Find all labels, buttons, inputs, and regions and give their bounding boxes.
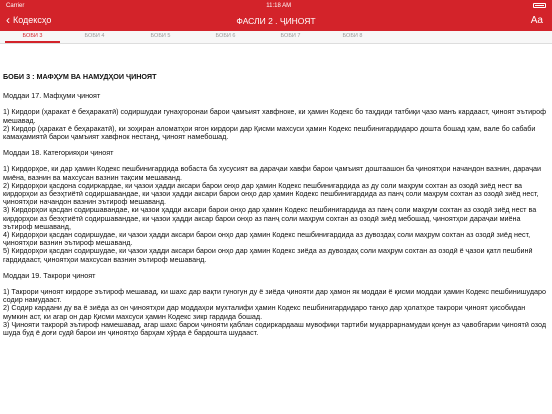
article-paragraph: 5) Кирдорҳои қасдан содиршудае, ки ҷазои ҳадди аксари барои онҳо дар ҳамин Кодекс зиёда аз дувоздаҳ соли маҳрум сохтан аз озодӣ ё ҷазои қатл пешбинӣ гардидааст, ҷиноятҳои махсусан вазнин эътироф мешаванд.	[3, 246, 533, 264]
chevron-left-icon: ‹	[6, 13, 10, 27]
chapter-content	[3, 73, 549, 337]
chapter-tab-bar	[0, 31, 552, 44]
tab-chapter-3[interactable]: БОБИ 3	[5, 31, 60, 43]
article-paragraph: 2) Кирдор (ҳаракат ё беҳаракатӣ), ки зоҳиран аломатҳои ягон кирдори дар Қисми махсуси ҳамин Кодекс пешбинигардидаро дошта бошад ҳам, вале бо сабаби камаҳамиятӣ барои ҷамъият хавфнок нестанд, ҷиноят намебошад.	[3, 123, 536, 142]
status-time: 11:18 AM	[266, 2, 292, 9]
status-right-group	[533, 3, 546, 8]
article-paragraph: 4) Кирдорҳои қасдан содиршудае, ки ҷазои ҳадди аксари барои онҳо дар ҳамин Кодекс пешбинигардида аз дувоздаҳ соли маҳрум сохтан аз озодӣ зиёд нест, ҷиноятҳои вазнин эътироф мешаванд.	[3, 230, 531, 248]
back-button-label: Кодексҳо	[13, 15, 52, 25]
status-bar	[0, 0, 552, 11]
tab-chapter-5[interactable]: БОБИ 5	[150, 33, 171, 39]
article-paragraph: 3) Ҷинояти такрорӣ эътироф намешавад, агар шахс барои ҷинояти қаблан содиркардааш мувофиқи тартиби муқаррарнамудаи қонун аз ҷавобгарии ҷиноятӣ озод шуда буд ё доғи судӣ барои ин ҷиноятҳо барҳам хӯрда ё бардошта шудааст.	[3, 319, 547, 338]
chapter-title: БОБИ 3 : МАФҲУМ ВА НАМУДҲОИ ҶИНОЯТ	[3, 72, 157, 81]
article-paragraph: 1) Кирдори (ҳаракат ё беҳаракатӣ) содиршудаи гунаҳгоронаи барои ҷамъият хавфноке, ки ҳамин Кодекс бо таҳдиди татбиқи ҷазо манъ кардааст, ҷиноят эътироф мешавад.	[3, 107, 547, 125]
tab-chapter-4[interactable]: БОБИ 4	[84, 33, 105, 39]
article-heading: Моддаи 18. Категорияҳои ҷиноят	[3, 148, 114, 158]
navigation-bar	[0, 11, 552, 31]
tab-chapter-7[interactable]: БОБИ 7	[280, 33, 301, 39]
carrier-label: Carrier	[6, 2, 25, 9]
battery-icon	[533, 3, 546, 8]
article-heading: Моддаи 19. Такрори ҷиноят	[3, 270, 96, 280]
tab-chapter-6[interactable]: БОБИ 6	[215, 33, 236, 39]
article-paragraph: 2) Содир кардани ду ва ё зиёда аз он ҷиноятҳои дар моддаҳои мухталифи ҳамин Кодекс пешбинигардидаро танҳо дар ҳолатҳое такрори ҷиноят ҳисобидан мумкин аст, ки агар он дар Қисми махсуси ҳамин Кодекс зикр гардида бошад.	[3, 303, 526, 321]
article-paragraph: 1) Такрори ҷиноят кирдоре эътироф мешавад, ки шахс дар вақти гуногун ду ё зиёда ҷинояти дар ҳамон як моддаи ё қисми моддаи ҳамин Кодекс пешбинишударо содир намудааст.	[3, 287, 547, 305]
article-paragraph: 2) Кирдорҳои қасдона содиркардае, ки ҷазои ҳадди аксари барои онҳо дар ҳамин Кодекс пешбинигардида аз ду соли маҳрум сохтан аз озодӣ зиёд нест ва кирдорҳои аз беэҳтиётӣ содиршавандае, ки ҷазои ҳадди аксари барои онҳо дар ҳамин Кодекс пешбинигардида аз панҷ соли маҳрум сохтан аз озодӣ зиёд нест, ҷиноятҳои начандон вазнин эътироф мешаванд.	[3, 180, 539, 207]
article-heading: Моддаи 17. Мафҳуми ҷиноят	[3, 91, 101, 101]
tab-chapter-8[interactable]: БОБИ 8	[342, 33, 363, 39]
page-title: ФАСЛИ 2 . ҶИНОЯТ	[236, 16, 316, 26]
article-paragraph: 1) Кирдорҳое, ки дар ҳамин Кодекс пешбинигардида вобаста ба хусусият ва дараҷаи хавфи барои ҷамъият доштаашон ба ҷиноятҳои начандон вазнин, дараҷаи миёна, вазнин ва махсусан вазнин тақсим мешаванд.	[3, 164, 542, 182]
font-size-button[interactable]: Aa	[530, 15, 543, 26]
article-paragraph: 3) Кирдорҳои қасдан содиршавандае, ки ҷазои ҳадди аксари барои онҳо дар ҳамин Кодекс пешбинигардида аз панҷ соли маҳрум сохтан аз озодӣ зиёд нест ва кирдорҳои аз беэҳтиётӣ содиршавандае, ки ҷазои ҳадди аксар барои онҳо аз панҷ соли маҳрум сохтан аз озодӣ зиёд мебошад, ҷиноятҳои дараҷаи миёна эътироф мешаванд,	[3, 205, 537, 231]
